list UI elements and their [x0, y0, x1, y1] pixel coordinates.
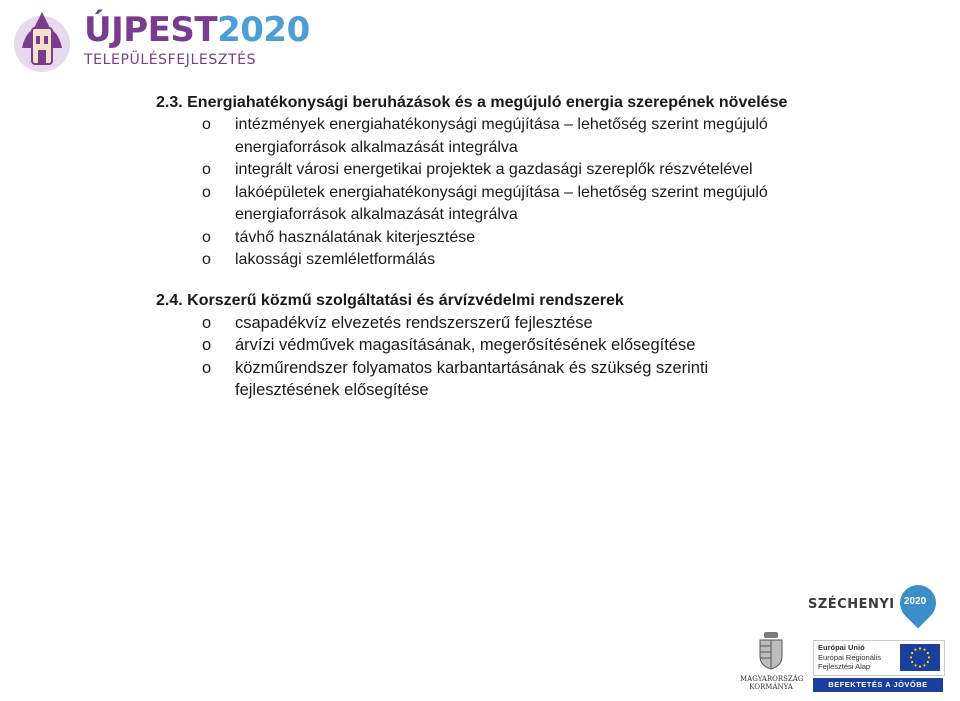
bullet-icon: o [202, 251, 211, 268]
szechenyi-2020-logo [808, 585, 938, 625]
bullet-icon: o [202, 336, 212, 354]
government-line2: KORMÁNYA [749, 683, 793, 691]
section-2-3 [156, 92, 846, 272]
list-item [156, 334, 846, 357]
eu-box [813, 640, 945, 676]
bullet-icon: o [202, 183, 211, 201]
hungarian-coat-of-arms-icon [758, 632, 784, 670]
list-item-line: csapadékvíz elvezetés rendszerszerű fejlesztése [235, 313, 593, 332]
list-item [156, 249, 846, 272]
eu-text [818, 643, 881, 672]
list-item-line: fejlesztésének elősegítése [235, 381, 429, 399]
eu-slogan-bar: BEFEKTETÉS A JÖVŐBE [813, 678, 943, 692]
list-item [156, 357, 846, 402]
list-item-line: lakóépületek energiahatékonysági megújítása – lehetőség szerint megújuló [235, 183, 768, 201]
ujpest-crest-icon [10, 8, 74, 74]
eu-line2: Európai Regionális [818, 652, 881, 662]
bullet-icon: o [202, 358, 212, 377]
list-item [156, 182, 846, 227]
bullet-icon: o [202, 161, 211, 178]
section-heading: 2.4. Korszerű közmű szolgáltatási és árvízvédelmi rendszerek [156, 291, 624, 309]
bullet-icon: o [202, 228, 211, 246]
list-item-line: távhő használatának kiterjesztése [235, 228, 476, 246]
list-item-line: intézmények energiahatékonysági megújítása – lehetőség szerint megújuló [235, 116, 768, 133]
bullet-icon: o [202, 313, 212, 332]
government-logo [740, 632, 802, 694]
list-item-line: integrált városi energetikai projektek a gazdasági szereplők részvételével [235, 161, 753, 178]
list-item-line: energiaforrások alkalmazását integrálva [235, 138, 518, 156]
logo-title-year: 2020 [217, 10, 310, 50]
ujpest-logo [10, 8, 310, 76]
list-item-line: árvízi védművek magasításának, megerősítésének elősegítése [235, 336, 696, 354]
list-item-line: közműrendszer folyamatos karbantartásának és szükség szerinti [235, 358, 709, 377]
section-heading: 2.3. Energiahatékonysági beruházások és a megújuló energia szerepének növelése [156, 94, 788, 111]
list-item [156, 159, 846, 182]
eu-flag-icon [900, 644, 940, 671]
list-item [156, 312, 846, 335]
szechenyi-badge: 2020 [904, 596, 927, 607]
list-item [156, 227, 846, 250]
government-line1: MAGYARORSZÁG [740, 675, 804, 683]
section-2-4 [156, 290, 846, 402]
szechenyi-text: SZÉCHENYI [808, 597, 895, 612]
list-item-line: energiaforrások alkalmazását integrálva [235, 206, 518, 223]
document-content [156, 92, 846, 420]
list-item [156, 114, 846, 159]
logo-subtitle: TELEPÜLÉSFEJLESZTÉS [84, 52, 257, 68]
eu-line3: Fejlesztési Alap [818, 662, 871, 671]
bullet-icon: o [202, 116, 211, 133]
eu-logo [813, 640, 943, 692]
eu-line1: Európai Unió [818, 643, 865, 652]
logo-title [84, 10, 310, 50]
list-item-line: lakossági szemléletformálás [235, 251, 436, 268]
logo-title-ujpest: ÚJPEST [84, 10, 218, 50]
